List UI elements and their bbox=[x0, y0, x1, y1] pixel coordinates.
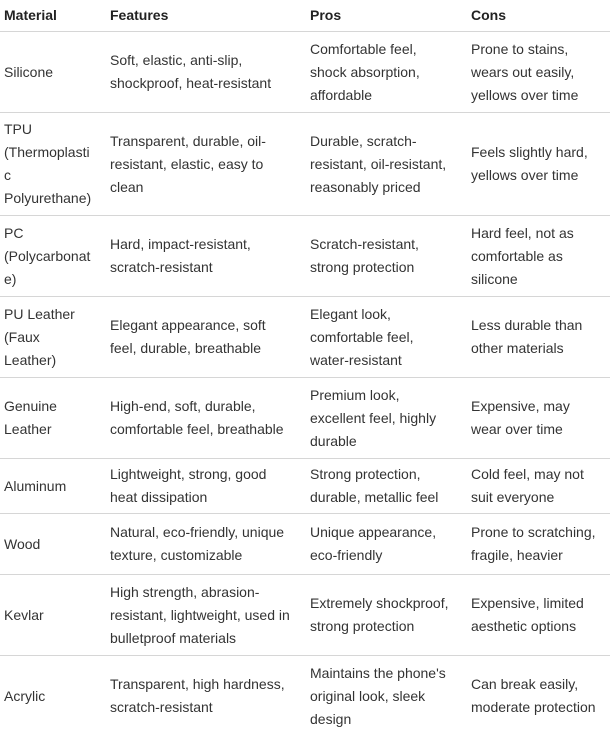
cell-material: Wood bbox=[0, 514, 100, 575]
cell-material: PC (Polycarbonate) bbox=[0, 216, 100, 297]
table-row bbox=[0, 459, 610, 514]
cell-material: Acrylic bbox=[0, 656, 100, 736]
cell-pros: Scratch-resistant, strong protection bbox=[300, 216, 460, 297]
cell-cons: Prone to scratching, fragile, heavier bbox=[460, 514, 610, 575]
cell-features: Transparent, durable, oil-resistant, elastic, easy to clean bbox=[100, 113, 300, 216]
cell-pros: Durable, scratch-resistant, oil-resistant, reasonably priced bbox=[300, 113, 460, 216]
header-row bbox=[0, 0, 610, 32]
cell-material: TPU (Thermoplastic Polyurethane) bbox=[0, 113, 100, 216]
header-pros: Pros bbox=[300, 0, 460, 32]
cell-material: Genuine Leather bbox=[0, 378, 100, 459]
header-cons: Cons bbox=[460, 0, 610, 32]
cell-pros: Maintains the phone's original look, sleek design bbox=[300, 656, 460, 736]
cell-pros: Comfortable feel, shock absorption, affordable bbox=[300, 32, 460, 113]
cell-cons: Expensive, limited aesthetic options bbox=[460, 575, 610, 656]
cell-pros: Extremely shockproof, strong protection bbox=[300, 575, 460, 656]
table-header bbox=[0, 0, 610, 32]
cell-features: Lightweight, strong, good heat dissipation bbox=[100, 459, 300, 514]
table-row bbox=[0, 32, 610, 113]
table-body bbox=[0, 32, 610, 736]
cell-material: Silicone bbox=[0, 32, 100, 113]
cell-cons: Cold feel, may not suit everyone bbox=[460, 459, 610, 514]
cell-cons: Feels slightly hard, yellows over time bbox=[460, 113, 610, 216]
cell-features: High-end, soft, durable, comfortable feel, breathable bbox=[100, 378, 300, 459]
cell-material: PU Leather (Faux Leather) bbox=[0, 297, 100, 378]
header-features: Features bbox=[100, 0, 300, 32]
cell-pros: Premium look, excellent feel, highly durable bbox=[300, 378, 460, 459]
cell-pros: Unique appearance, eco-friendly bbox=[300, 514, 460, 575]
cell-material: Kevlar bbox=[0, 575, 100, 656]
cell-cons: Prone to stains, wears out easily, yellows over time bbox=[460, 32, 610, 113]
cell-material: Aluminum bbox=[0, 459, 100, 514]
table-row bbox=[0, 378, 610, 459]
cell-cons: Can break easily, moderate protection bbox=[460, 656, 610, 736]
cell-cons: Expensive, may wear over time bbox=[460, 378, 610, 459]
cell-features: High strength, abrasion-resistant, lightweight, used in bulletproof materials bbox=[100, 575, 300, 656]
table-row bbox=[0, 575, 610, 656]
cell-features: Transparent, high hardness, scratch-resistant bbox=[100, 656, 300, 736]
cell-features: Natural, eco-friendly, unique texture, customizable bbox=[100, 514, 300, 575]
cell-features: Hard, impact-resistant, scratch-resistant bbox=[100, 216, 300, 297]
cell-pros: Elegant look, comfortable feel, water-resistant bbox=[300, 297, 460, 378]
cell-features: Soft, elastic, anti-slip, shockproof, heat-resistant bbox=[100, 32, 300, 113]
table-row bbox=[0, 113, 610, 216]
table-row bbox=[0, 656, 610, 736]
table-row bbox=[0, 297, 610, 378]
cell-cons: Hard feel, not as comfortable as silicone bbox=[460, 216, 610, 297]
table-row bbox=[0, 514, 610, 575]
table-row bbox=[0, 216, 610, 297]
cell-pros: Strong protection, durable, metallic feel bbox=[300, 459, 460, 514]
header-material: Material bbox=[0, 0, 100, 32]
cell-cons: Less durable than other materials bbox=[460, 297, 610, 378]
cell-features: Elegant appearance, soft feel, durable, breathable bbox=[100, 297, 300, 378]
